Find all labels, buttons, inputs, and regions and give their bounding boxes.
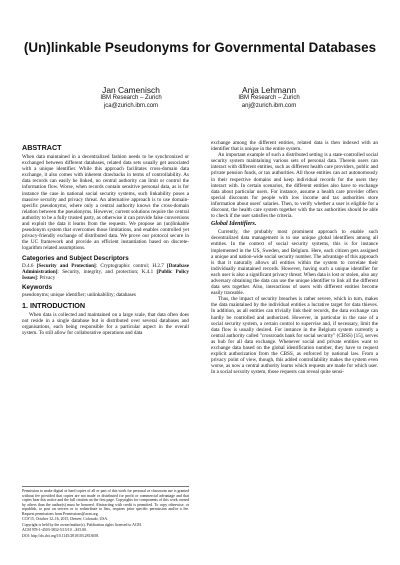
global-identifiers-heading: Global Identifiers. — [211, 221, 257, 228]
paper-title: (Un)linkable Pseudonyms for Governmental Databases — [23, 40, 377, 55]
categories-heading: Categories and Subject Descriptors — [22, 254, 129, 262]
isbn-line: ACM 978-1-4503-3832-5/15/10 ...$15.00. — [22, 528, 88, 533]
abstract-heading: ABSTRACT — [22, 143, 62, 152]
body-paragraph: An important example of such a distributed setting is a state-controlled social security system maintaining various sets of personal data. Therein users can interact with different entities, such as different health care providers, public and private pension funds, or tax authorities. All those entities can act autonomously in their respective domains and keep individual records for the users they interact with. In certain scenarios, the different entities also have to exchange data about particular users. For instance, assume a health care provider offers special discounts for people with low income and tax authorities store information about users' salaries. Then, to verify whether a user is eligible for a discount, the health care system together with the tax authorities should be able to check if the user satisfies the criteria. — [211, 152, 378, 220]
category-code: K.4.1 — [141, 268, 154, 275]
left-column — [22, 140, 189, 336]
permission-text: Permission to make digital or hard copies of all or part of this work for personal or classroom use is granted without fee provided that copies are not made or distributed for profit or commercial advantage and that copies bear this notice and the full citation on the first page. Copyrights for components of this work owned by others than the author(s) must be honored. Abstracting with credit is permitted. To copy otherwise, or republish, to post on servers or to redistribute to lists, requires prior specific permission and/or a fee. Request permissions from Permissions@acm.org. — [22, 489, 189, 516]
category-label: [Public Policy Issues] — [22, 268, 190, 281]
category-label: [Security and Protection] — [36, 262, 96, 269]
categories-text — [22, 263, 189, 281]
keywords-text: pseudonyms; unique identifier; unlinkability; databases — [22, 291, 136, 298]
category-desc: : Cryptographic control; — [95, 262, 153, 269]
body-paragraph: Thus, the impact of security breaches is rather severe, which in turn, makes the data maintained by the individual entities a lucrative target for data thieves. In addition, as all entities can trivially link their records, the data exchange can hardly be controlled and authorized. However, in particular in the case of a social security system, a certain control to supervise and, if necessary, limit the data flow is usually desired. For instance in the Belgium system currently a central authority called "crossroads bank for social security" (CBSS) [15], serves as hub for all data exchange. Whenever social and private entities want to exchange data based on the global identification number, they have to request explicit authorization from the CBSS, as enforced by national law. From a privacy point of view, though, this added controllability makes the system even worse, as now a central authority learns which requests are made for which user. In a social security system, those requests can reveal quite sensi- — [211, 296, 378, 376]
keywords-heading: Keywords — [22, 283, 53, 291]
author-email: anj@zurich.ibm.com — [241, 102, 297, 109]
category-code: D.4.6 — [22, 262, 34, 269]
author-affiliation: IBM Research – Zurich — [238, 94, 300, 101]
copyright-line: Copyright is held by the owner/author(s). Publication rights licensed to ACM. — [22, 522, 142, 527]
permission-notice — [22, 486, 189, 539]
category-label: [Database Administration] — [22, 262, 189, 275]
author-block-2 — [199, 87, 339, 110]
category-desc: : Privacy — [36, 274, 56, 281]
right-column — [211, 140, 378, 375]
introduction-heading: 1. INTRODUCTION — [22, 300, 86, 310]
doi-line: DOI: http://dx.doi.org/10.1145/2810103.2813658. — [22, 533, 100, 538]
body-paragraph: Currently, the probably most prominent approach to enable such decentralized data management is to use unique global identifiers among all entities. In the context of social security systems, this is for instance implemented in the US, Sweden, and Belgium. Here, each citizen gets assigned a unique and nation-wide social security number. The advantage of this approach is that it naturally allows all entities within the system to correlate their individually maintained records. However, having such a unique identifier for each user is also a significant privacy threat: When data is lost or stolen, also any adversary obtaining the data can use the unique identifier to link all the different data sets together. Also, interactions of users with different entities become easily traceable. — [211, 229, 378, 297]
introduction-paragraph: When data is collected and maintained on a large scale, that data often does not reside in a single database but is distributed over several databases and organisations, each being responsible for a particular aspect in the overall system. To still allow for collaborative operations and data — [22, 311, 189, 337]
author-affiliation: IBM Research – Zurich — [100, 94, 162, 101]
author-name: Jan Camenisch — [102, 85, 160, 95]
abstract-text: When data maintained in a decentralized fashion needs to be synchronized or exchanged between different databases, related data sets usually get associated with a unique identifier. While this approach facilitates cross-domain data exchange, it also comes with inherent drawbacks in terms of controllability. As data records can easily be linked, no central authority can limit or control the information flow. Worse, when records contain sensitive personal data, as is for instance the case in national social security systems, such linkability poses a massive security and privacy threat. An alternative approach is to use domain-specific pseudonyms, where only a central authority knows the cross-domain relation between the pseudonyms. However, current solutions require the central authority to be a fully trusted party, as otherwise it can provide false conversions and exploit the data it learns from the requests. We propose an (un)linkable pseudonym system that overcomes those limitations, and enables controlled yet privacy-friendly exchange of distributed data. We prove our protocol secure in the UC framework and provide an efficient instantiation based on discrete-logarithm related assumptions. — [22, 154, 189, 252]
author-email: jca@zurich.ibm.com — [103, 102, 159, 109]
category-code: H.2.7 — [152, 262, 164, 269]
body-paragraph: exchange among the different entities, related data is then indexed with an identifier that is unique in the entire system. — [211, 140, 378, 153]
author-name: Anja Lehmann — [241, 85, 296, 95]
category-desc: : Security, integrity, and protection; — [57, 268, 142, 275]
conference-line: CCS'15, October 12–16, 2015, Denver, Colorado, USA. — [22, 517, 109, 522]
author-block-1 — [61, 87, 201, 110]
